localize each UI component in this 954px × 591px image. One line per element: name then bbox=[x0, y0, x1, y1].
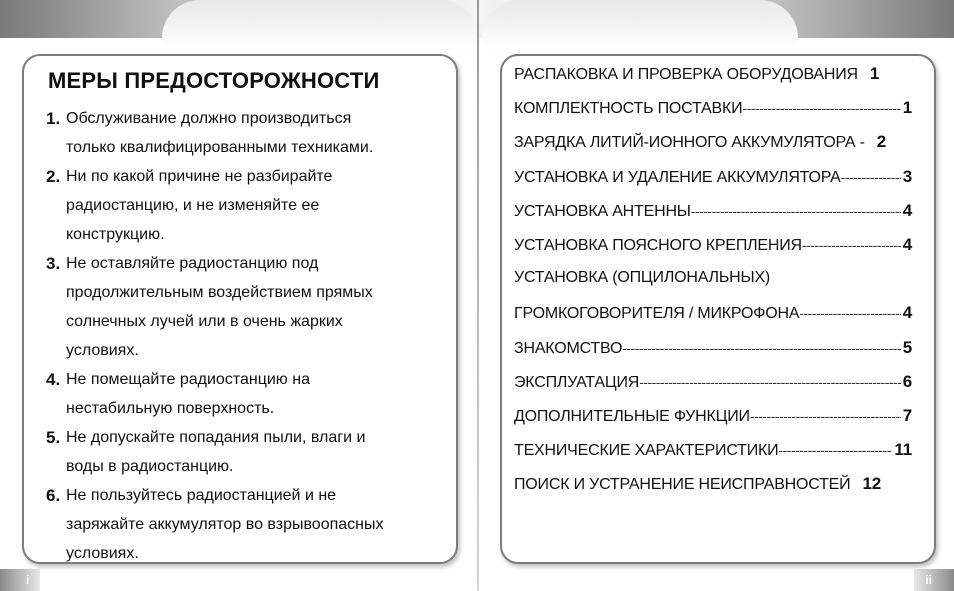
precaution-number: 4. bbox=[46, 370, 61, 389]
toc-entry-page: 11 bbox=[894, 440, 912, 460]
header-tab-left bbox=[162, 0, 478, 52]
toc-entry bbox=[514, 440, 912, 474]
precaution-number: 1. bbox=[46, 109, 61, 128]
toc-entry-page: 4 bbox=[902, 200, 912, 220]
toc-entry-page: 1 bbox=[869, 64, 880, 83]
precaution-item bbox=[46, 481, 446, 568]
toc-entry-title: ГРОМКОГОВОРИТЕЛЯ / МИКРОФОНА bbox=[514, 305, 800, 323]
precaution-number: 2. bbox=[46, 167, 61, 186]
precaution-text-continued: солнечных лучей или в очень жарких bbox=[66, 313, 343, 330]
toc-leader bbox=[622, 340, 901, 356]
toc-entry bbox=[514, 406, 912, 440]
toc-entry-title: УСТАНОВКА (ОПЦИЛОНАЛЬНЫХ) bbox=[514, 269, 771, 287]
header-tab-right bbox=[482, 0, 798, 52]
contents-panel bbox=[500, 54, 936, 564]
toc-entry-title: УСТАНОВКА И УДАЛЕНИЕ АККУМУЛЯТОРА bbox=[514, 168, 841, 186]
toc-leader bbox=[639, 374, 901, 390]
toc-leader bbox=[750, 408, 901, 424]
toc-entry-page: 12 bbox=[862, 474, 881, 494]
toc-entry-title: ЭКСПЛУАТАЦИЯ bbox=[514, 373, 640, 391]
precautions-panel bbox=[22, 54, 458, 564]
precaution-text: Ни по какой причине не разбирайте bbox=[66, 168, 333, 185]
toc-entry bbox=[514, 132, 912, 166]
toc-entry bbox=[514, 269, 912, 303]
precaution-item bbox=[46, 365, 446, 423]
toc-entry-page: 4 bbox=[902, 234, 912, 254]
toc-entry bbox=[514, 474, 912, 508]
precautions-list bbox=[46, 104, 446, 568]
toc-entry-title: УСТАНОВКА АНТЕННЫ bbox=[514, 202, 691, 220]
precaution-text: Не помещайте радиостанцию на bbox=[66, 371, 310, 388]
toc-entry-title: РАСПАКОВКА И ПРОВЕРКА ОБОРУДОВАНИЯ bbox=[514, 66, 858, 83]
precaution-text: Обслуживание должно производиться bbox=[66, 110, 352, 127]
precaution-text-continued: нестабильную поверхность. bbox=[66, 400, 275, 417]
toc-entry bbox=[514, 372, 912, 406]
toc-entry-page: 5 bbox=[902, 337, 912, 357]
toc-entry bbox=[514, 235, 912, 269]
toc-entry-title: ЗАРЯДКА ЛИТИЙ-ИОННОГО АККУМУЛЯТОРА - bbox=[514, 134, 865, 152]
toc-leader bbox=[802, 237, 901, 253]
toc-entry-title: ЗНАКОМСТВО bbox=[514, 339, 623, 357]
toc-entry bbox=[514, 64, 912, 98]
precaution-item bbox=[46, 162, 446, 249]
precaution-number: 6. bbox=[46, 486, 61, 505]
precaution-number: 5. bbox=[46, 428, 61, 447]
toc-entry-page: 7 bbox=[902, 405, 912, 425]
toc-entry-title: ТЕХНИЧЕСКИЕ ХАРАКТЕРИСТИКИ bbox=[514, 442, 779, 460]
precaution-text-continued: заряжайте аккумулятор во взрывоопасных bbox=[66, 516, 384, 533]
toc-entry-page: 3 bbox=[902, 166, 912, 186]
precaution-number: 3. bbox=[46, 254, 61, 273]
precaution-text-continued: радиостанцию, и не изменяйте ее bbox=[66, 197, 320, 214]
toc-leader bbox=[778, 442, 892, 458]
precaution-text-continued: только квалифицированными техниками. bbox=[66, 139, 374, 156]
footer-bar-right bbox=[914, 569, 954, 591]
precaution-text: Не пользуйтесь радиостанцией и не bbox=[66, 487, 337, 504]
precaution-text-continued: конструкцию. bbox=[66, 226, 165, 243]
precaution-item bbox=[46, 104, 446, 162]
toc-entry-page: 2 bbox=[876, 132, 887, 152]
table-of-contents bbox=[514, 64, 912, 508]
toc-leader bbox=[799, 305, 900, 321]
page-title: МЕРЫ ПРЕДОСТОРОЖНОСТИ bbox=[48, 68, 380, 93]
page-spine bbox=[477, 0, 479, 591]
toc-leader bbox=[691, 203, 901, 219]
precaution-item bbox=[46, 423, 446, 481]
toc-entry-page: 4 bbox=[902, 303, 912, 323]
toc-entry bbox=[514, 167, 912, 201]
page-number-left: i bbox=[26, 573, 30, 587]
toc-entry bbox=[514, 303, 912, 337]
toc-entry-title: ДОПОЛНИТЕЛЬНЫЕ ФУНКЦИИ bbox=[514, 407, 750, 425]
toc-entry bbox=[514, 201, 912, 235]
precaution-text-continued: условиях. bbox=[66, 545, 139, 562]
toc-entry-title: ПОИСК И УСТРАНЕНИЕ НЕИСПРАВНОСТЕЙ bbox=[514, 476, 851, 494]
precaution-text: Не оставляйте радиостанцию под bbox=[66, 255, 319, 272]
page-number-right: ii bbox=[925, 573, 932, 587]
toc-leader bbox=[742, 100, 900, 116]
precaution-text-continued: воды в радиостанцию. bbox=[66, 458, 234, 475]
precaution-text: Не допускайте попадания пыли, влаги и bbox=[66, 429, 366, 446]
footer-bar-left bbox=[0, 569, 40, 591]
toc-entry bbox=[514, 98, 912, 132]
precaution-text-continued: условиях. bbox=[66, 342, 139, 359]
precaution-text-continued: продолжительным воздействием прямых bbox=[66, 284, 373, 301]
toc-entry-title: КОМПЛЕКТНОСТЬ ПОСТАВКИ bbox=[514, 100, 743, 118]
toc-entry-title: УСТАНОВКА ПОЯСНОГО КРЕПЛЕНИЯ bbox=[514, 236, 802, 254]
toc-entry bbox=[514, 338, 912, 372]
toc-entry-page: 6 bbox=[902, 371, 912, 391]
precaution-item bbox=[46, 249, 446, 365]
toc-entry-page: 1 bbox=[902, 98, 912, 118]
toc-leader bbox=[841, 169, 901, 185]
